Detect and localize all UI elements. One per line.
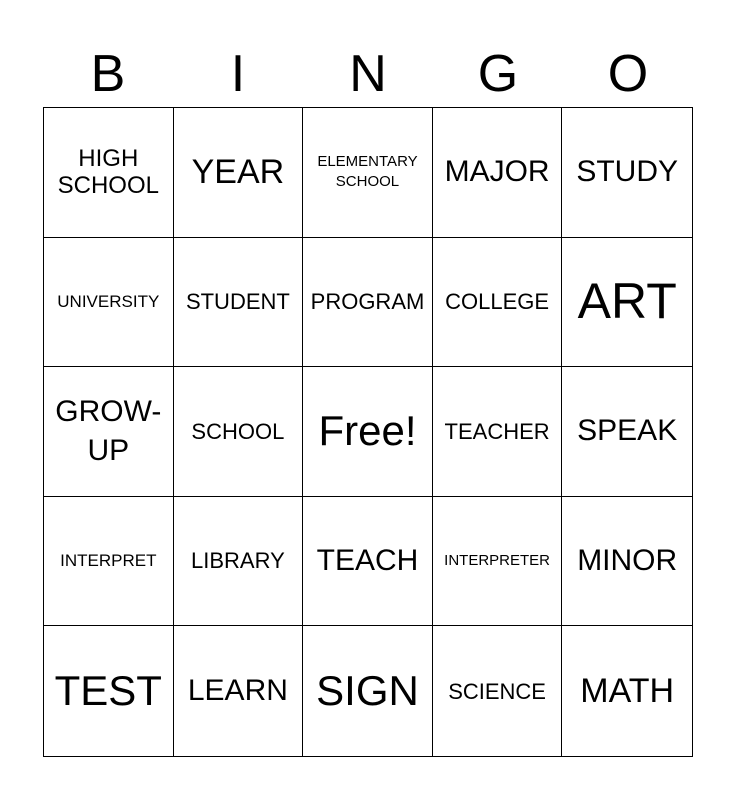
bingo-cell — [174, 108, 304, 238]
cell-label: COLLEGE — [445, 289, 550, 315]
header-letter-b: B — [90, 45, 126, 103]
bingo-cell — [44, 497, 174, 627]
bingo-cell — [44, 108, 174, 238]
cell-label: Free! — [318, 407, 417, 455]
bingo-cell — [433, 497, 563, 627]
cell-label: TEST — [54, 667, 162, 715]
cell-label: MAJOR — [444, 155, 550, 189]
cell-label: PROGRAM — [310, 289, 425, 315]
bingo-cell — [433, 238, 563, 368]
header-letter-n: N — [349, 45, 387, 103]
header-letter-o: O — [607, 45, 649, 103]
cell-label: INTERPRET — [60, 551, 157, 571]
cell-label: STUDENT — [185, 289, 290, 315]
cell-label: SIGN — [316, 667, 419, 715]
bingo-cell — [433, 367, 563, 497]
cell-label: YEAR — [191, 152, 285, 191]
bingo-cell — [303, 108, 433, 238]
bingo-cell — [303, 497, 433, 627]
bingo-grid — [43, 107, 693, 757]
bingo-cell — [303, 367, 433, 497]
cell-label: ELEMENTARY SCHOOL — [317, 153, 418, 191]
cell-label: ART — [577, 273, 677, 330]
bingo-cell — [174, 497, 304, 627]
bingo-cell — [44, 367, 174, 497]
bingo-cell — [562, 108, 692, 238]
bingo-cell — [433, 626, 563, 756]
bingo-cell — [562, 497, 692, 627]
bingo-cell — [562, 367, 692, 497]
cell-label: HIGH SCHOOL — [57, 144, 159, 200]
cell-label: UNIVERSITY — [57, 292, 160, 312]
cell-label: GROW-UP — [55, 395, 162, 468]
cell-label: INTERPRETER — [444, 552, 551, 570]
cell-label: MINOR — [577, 543, 678, 577]
bingo-cell — [433, 108, 563, 238]
cell-label: STUDY — [576, 155, 679, 189]
bingo-cell — [303, 238, 433, 368]
cell-label: SCIENCE — [448, 678, 546, 704]
cell-label: MATH — [580, 671, 675, 710]
bingo-cell — [562, 238, 692, 368]
header-letter-g: G — [477, 45, 519, 103]
cell-label: TEACHER — [444, 418, 550, 444]
cell-label: LIBRARY — [191, 548, 285, 574]
bingo-cell — [174, 367, 304, 497]
bingo-cell — [303, 626, 433, 756]
cell-label: SPEAK — [577, 414, 678, 448]
header-letter-i: I — [230, 45, 246, 103]
bingo-cell — [562, 626, 692, 756]
bingo-cell — [44, 238, 174, 368]
bingo-cell — [44, 626, 174, 756]
bingo-header — [43, 40, 693, 108]
bingo-cell — [174, 238, 304, 368]
cell-label: SCHOOL — [191, 418, 285, 444]
cell-label: TEACH — [316, 543, 419, 577]
cell-label: LEARN — [187, 673, 288, 707]
bingo-cell — [174, 626, 304, 756]
